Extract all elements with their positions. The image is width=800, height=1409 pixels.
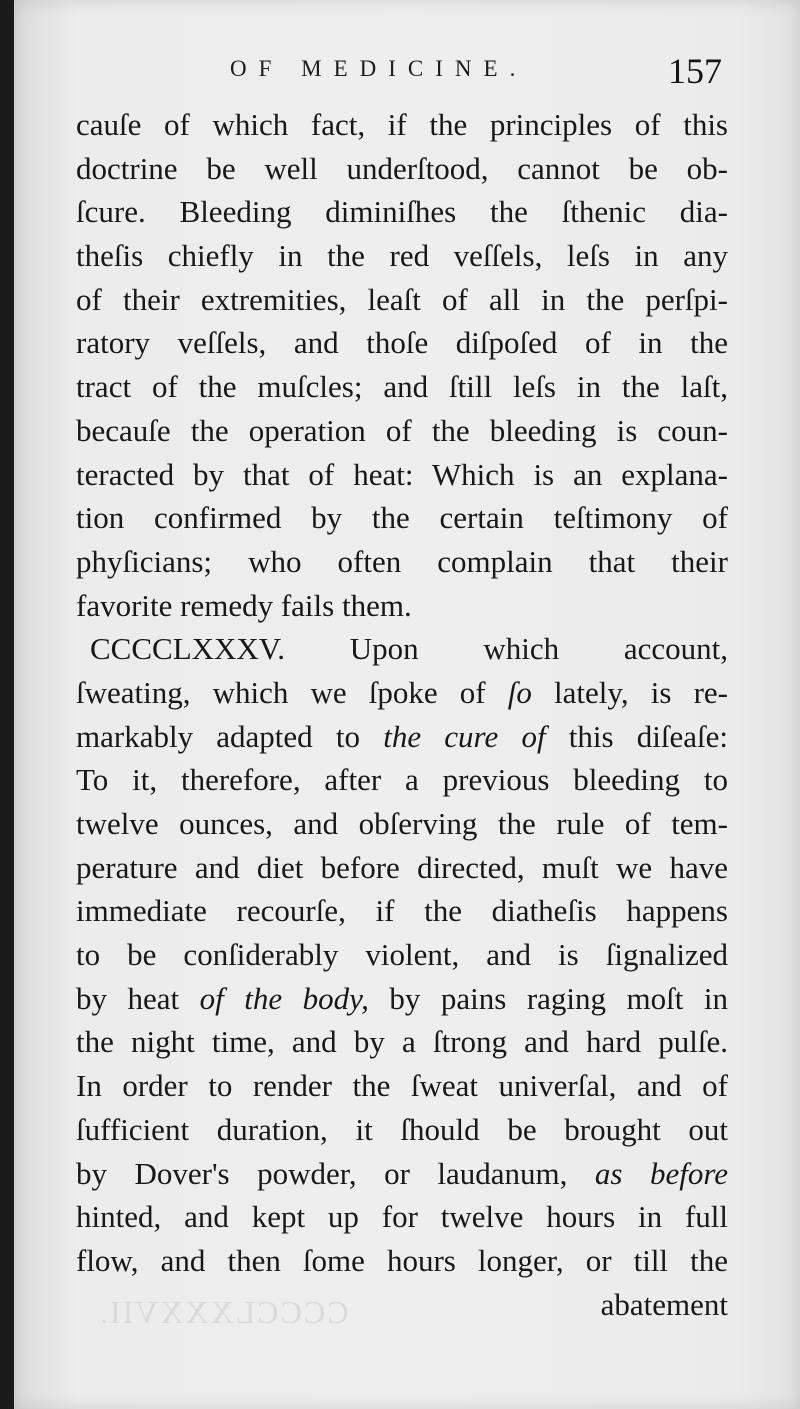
italic-segment: of the body,: [199, 980, 369, 1016]
text-line: doctrine be well underſtood, cannot be ob-: [76, 150, 728, 186]
text-line: flow, and then ſome hours longer, or till the: [76, 1242, 728, 1278]
text-line: becauſe the operation of the bleeding is coun-: [76, 412, 728, 448]
text-line: ratory veſſels, and thoſe diſpoſed of in the: [76, 325, 728, 361]
text-line: [76, 715, 728, 759]
text-line: tion confirmed by the certain teſtimony of: [76, 500, 728, 536]
text-line: the night time, and by a ſtrong and hard pulſe.: [76, 1024, 728, 1060]
text-segment: by pains raging moſt in: [389, 980, 728, 1016]
text-segment: markably adapted to: [76, 718, 360, 754]
book-page: [14, 0, 800, 1409]
text-segment: by Dover's powder, or laudanum,: [76, 1155, 568, 1191]
text-line: theſis chiefly in the red veſſels, leſs in any: [76, 238, 728, 274]
text-line: [76, 977, 728, 1021]
italic-segment: the cure of: [383, 718, 546, 754]
text-line: tract of the muſcles; and ſtill leſs in the laſt,: [76, 369, 728, 405]
page-number: 157: [668, 51, 722, 91]
text-line: [76, 671, 728, 715]
page-edge: [0, 0, 14, 1409]
text-line: to be conſiderably violent, and is ſignalized: [76, 937, 728, 973]
text-line: ſcure. Bleeding diminiſhes the ſthenic dia-: [76, 194, 728, 230]
text-line: immediate recourſe, if the diatheſis happens: [76, 893, 728, 929]
text-line: favorite remedy fails them.: [76, 587, 412, 623]
catchword: abatement: [600, 1286, 728, 1322]
text-segment: by heat: [76, 980, 180, 1016]
body-text: [76, 103, 728, 1326]
text-segment: this diſeaſe:: [568, 718, 729, 754]
italic-segment: ſo: [507, 674, 532, 710]
text-segment: lately, is re-: [554, 674, 728, 710]
italic-segment: as before: [594, 1155, 729, 1191]
text-segment: ſweating, which we ſpoke of: [76, 674, 486, 710]
text-line: hinted, and kept up for twelve hours in full: [76, 1199, 728, 1235]
running-head: OF MEDICINE.: [230, 56, 528, 81]
text-line: In order to render the ſweat univerſal, and of: [76, 1068, 728, 1104]
text-line: [76, 1152, 728, 1196]
text-line: twelve ounces, and obſerving the rule of tem-: [76, 806, 728, 841]
section-start-line: CCCCLXXXV. Upon which account,: [90, 631, 728, 667]
bleed-through-text: CCCCLXXXVII.: [98, 1294, 349, 1330]
text-line: perature and diet before directed, muſt we have: [76, 849, 728, 885]
text-line: teracted by that of heat: Which is an explana-: [76, 456, 728, 492]
text-line: cauſe of which fact, if the principles of this: [76, 107, 728, 142]
text-line: ſufficient duration, it ſhould be brought out: [76, 1111, 728, 1147]
text-line: phyſicians; who often complain that their: [76, 543, 728, 579]
page-header: [14, 48, 800, 92]
text-line: To it, therefore, after a previous bleeding to: [76, 762, 728, 798]
text-line: of their extremities, leaſt of all in the perſpi-: [76, 281, 728, 317]
